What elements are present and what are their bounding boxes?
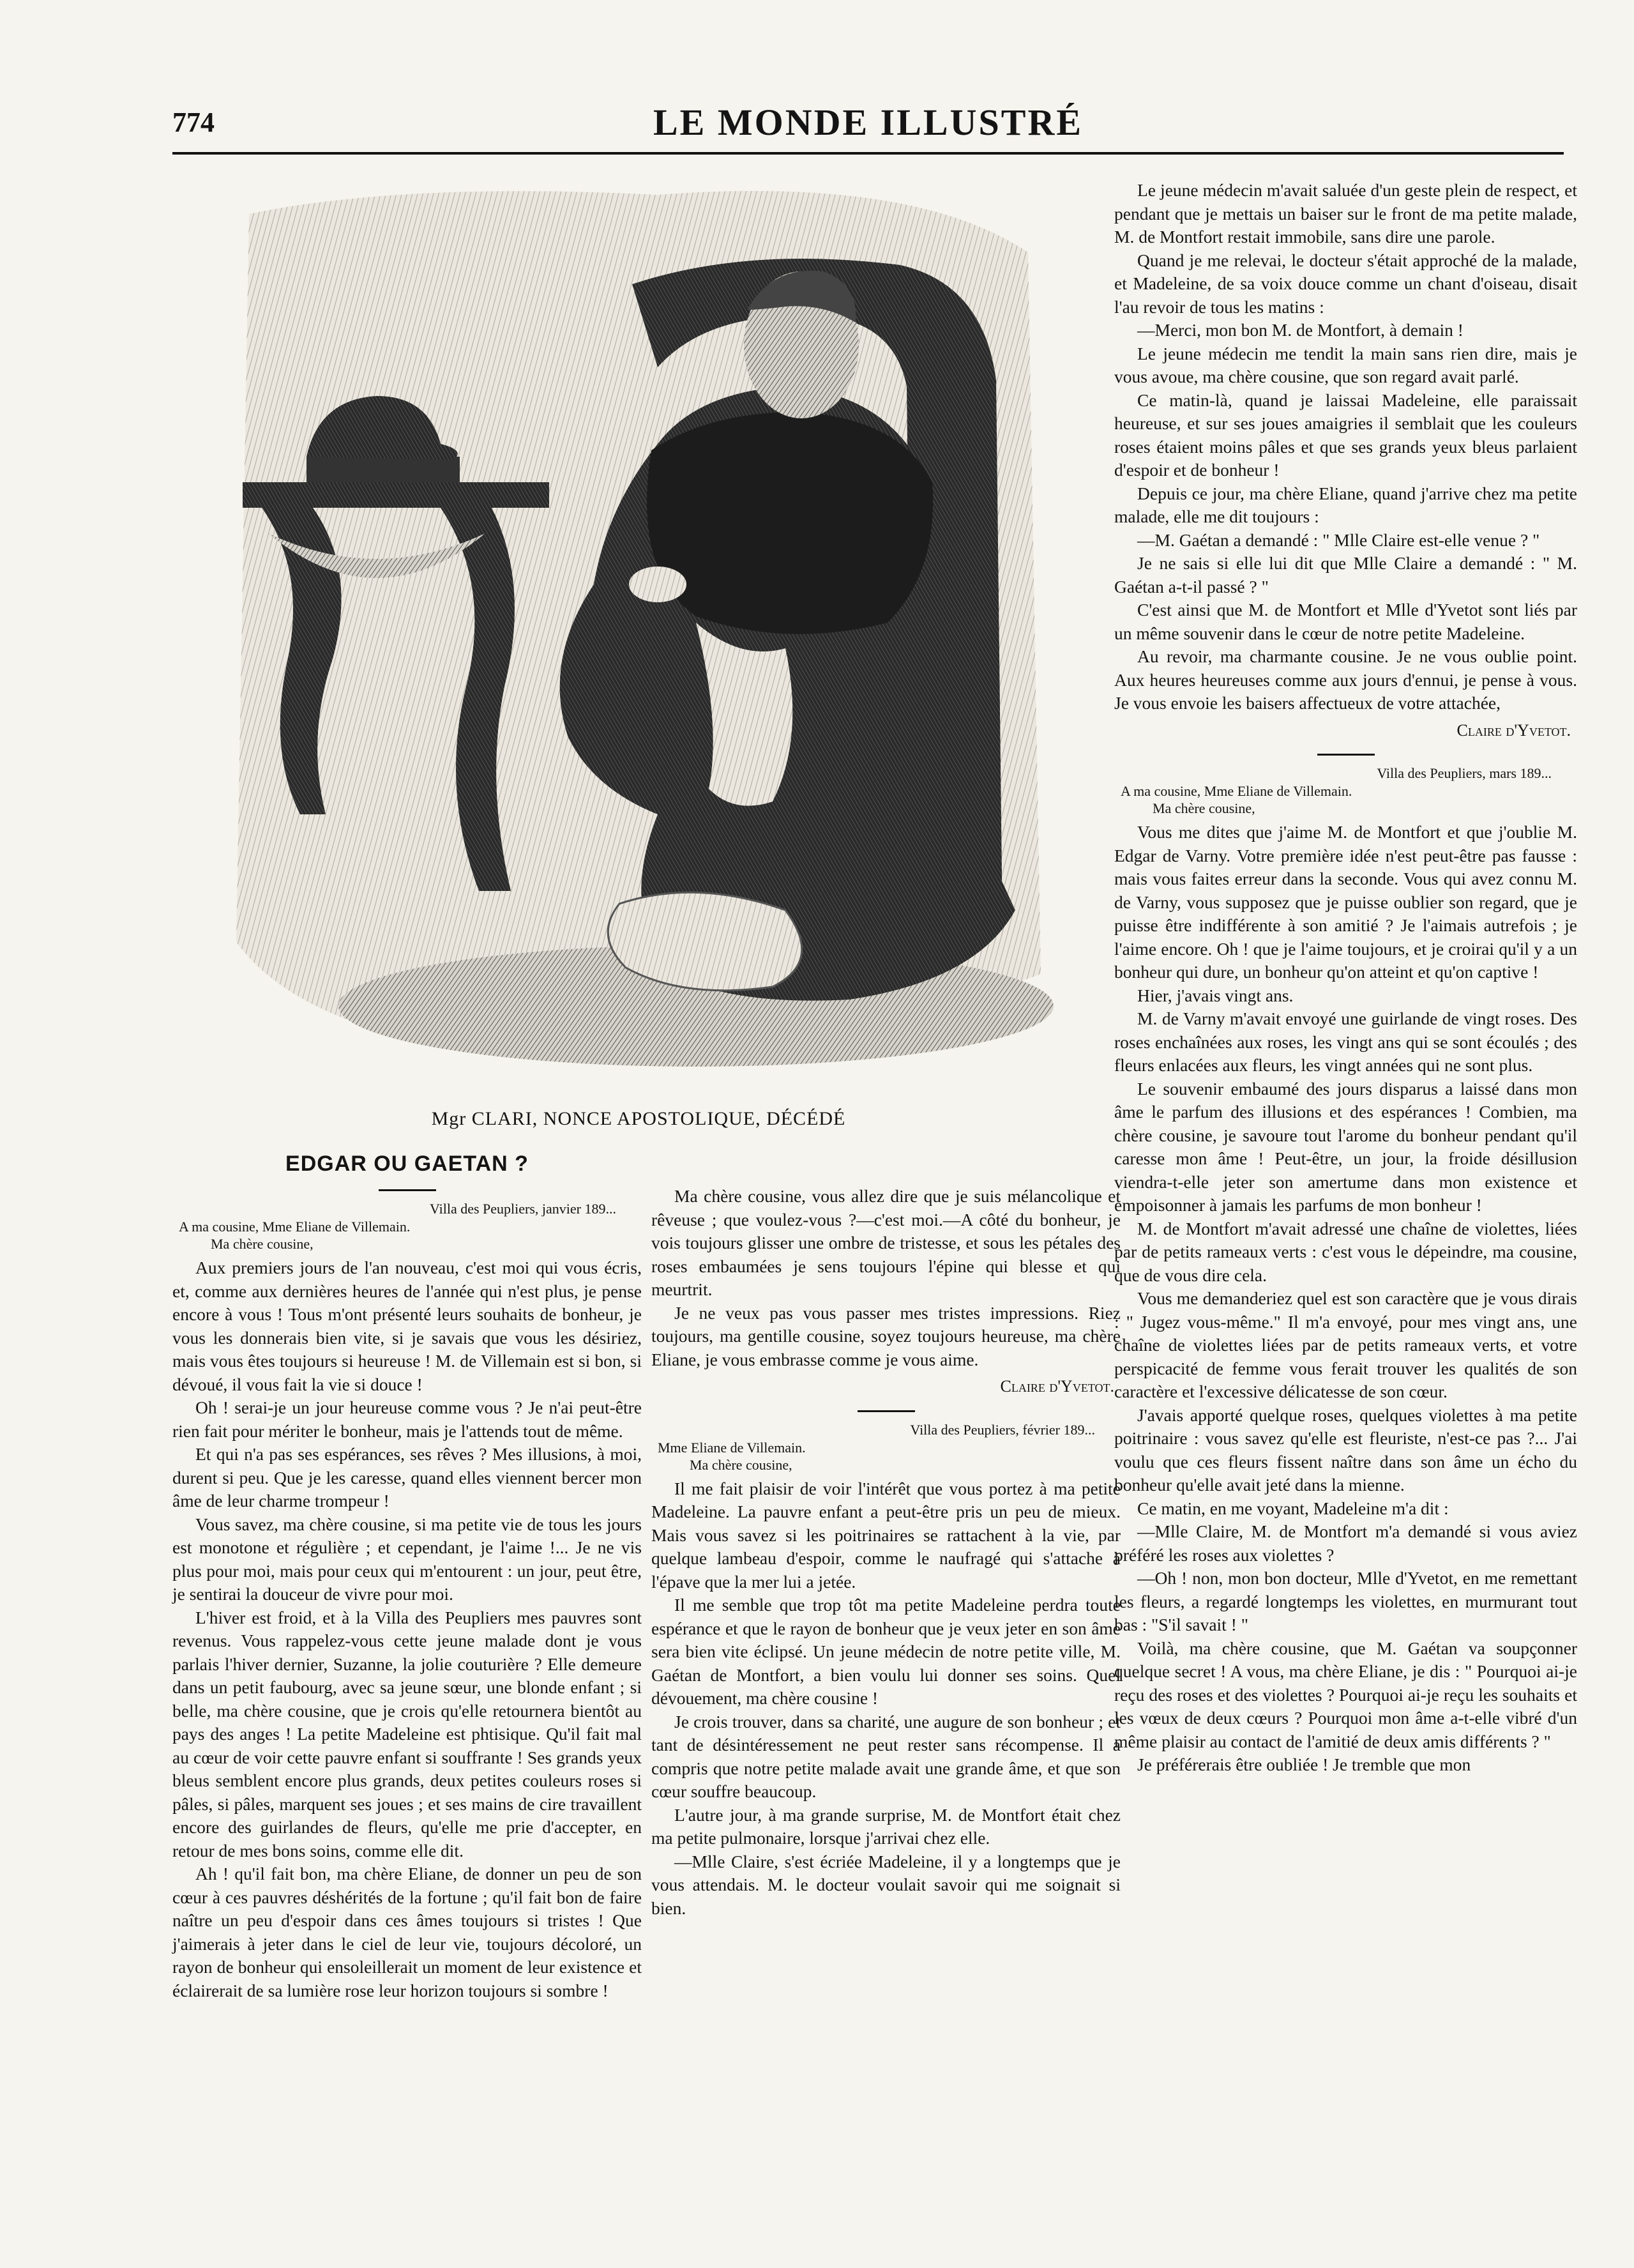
paragraph: —Merci, mon bon M. de Montfort, à demain ! [1137,320,1464,340]
paragraph: Je préférerais être oubliée ! Je tremble que mon [1137,1754,1471,1774]
paragraph: Le jeune médecin m'avait saluée d'un geste plein de respect, et pendant que je mettais un baiser sur le front de ma petite malade, M. de Montfort restait immobile, sans dire une parole. [1114,180,1577,247]
letter-recipient: Mme Eliane de Villemain. [658,1439,806,1456]
paragraph: Vous me demanderiez quel est son caractère que je vous dirais : " Jugez vous-même." Il m'a envoyé, pour mes vingt ans, une chaîne de violettes liées par de petits rameaux verts, et votre perspicacité de femme vous ferait trouver les qualités de son caractère et l'excessive délicatesse de son cœur. [1114,1288,1577,1401]
paragraph: Je ne sais si elle lui dit que Mlle Claire a demandé : " M. Gaétan a-t-il passé ? " [1114,553,1577,597]
page-number: 774 [172,107,215,138]
paragraph: Et qui n'a pas ses espérances, ses rêves ? Mes illusions, à moi, durent si peu. Que je les caresse, quand elles viennent bercer mon âme de leur charme trompeur ! [172,1444,642,1511]
paragraph: Le jeune médecin me tendit la main sans rien dire, mais je vous avoue, ma chère cousine, que son regard avait parlé. [1114,343,1577,386]
letter-dateline: Villa des Peupliers, janvier 189... [430,1201,616,1217]
paragraph: Il me fait plaisir de voir l'intérêt que vous portez à ma petite Madeleine. La pauvre enfant a peut-être pris un peu de mieux. Mais vous savez si les poitrinaires se rattachent à la vie, par quelque lambeau d'espoir, comme le naufragé qui s'attache à l'épave que la mer lui a jetée. [651,1478,1121,1592]
paragraph: Le souvenir embaumé des jours disparus a laissé dans mon âme le parfum des illusions et des espérances ! Combien, ma chère cousine, je savoure tout l'arome du bonheur pendant qu'il caresse mon âme ! Peut-être, un jour, la froide désillusion viendra-t-elle jeter son amertume dans mon existence et empoisonner à jamais les parfums de mon bonheur ! [1114,1078,1577,1215]
paragraph: Aux premiers jours de l'an nouveau, c'est moi qui vous écris, et, comme aux dernières heures de l'année qui n'est plus, je pense encore à vous ! Tous m'ont présenté leurs souhaits de bonheur, je vous les donnerais bien vite, si je savais que vous les désiriez, mais vous êtes toujours si heureuse ! M. de Villemain est si bon, si dévoué, il vous fait la vie si douce ! [172,1258,642,1394]
paragraph: —Mlle Claire, M. de Montfort m'a demandé si vous aviez préféré les roses aux violettes ? [1114,1521,1577,1565]
paragraph: Oh ! serai-je un jour heureuse comme vous ? Je n'ai peut-être rien fait pour mériter le bonheur, mais je l'attends tout de même. [172,1397,642,1441]
table-top [243,482,549,508]
paragraph: C'est ainsi que M. de Montfort et Mlle d'Yvetot sont liés par un même souvenir dans le cœur de notre petite Madeleine. [1114,600,1577,643]
illustration-caption: Mgr CLARI, NONCE APOSTOLIQUE, DÉCÉDÉ [431,1108,846,1129]
letter-dateline: Villa des Peupliers, février 189... [910,1421,1095,1438]
letter-salutation: Ma chère cousine, [690,1456,792,1473]
paragraph: Au revoir, ma charmante cousine. Je ne vous oublie point. Aux heures heureuses comme aux jours d'ennui, je pense à vous. Je vous envoie les baisers affectueux de votre attachée, [1114,646,1577,713]
paragraph: Je ne veux pas vous passer mes tristes impressions. Riez toujours, ma gentille cousine, soyez toujours heureuse, ma chère Eliane, je vous embrasse comme je vous aime. [651,1302,1121,1369]
paragraph: Je crois trouver, dans sa charité, une augure de son bonheur ; et tant de désintéressement ne peut rester sans récompense. Il a compris que notre petite malade avait une grande âme, et que son cœur souffre beaucoup. [651,1711,1121,1801]
separator-rule [379,1189,436,1191]
paragraph: L'autre jour, à ma grande surprise, M. de Montfort était chez ma petite pulmonaire, lorsque j'arrivai chez elle. [651,1804,1121,1848]
book [306,457,460,482]
paragraph: Il me semble que trop tôt ma petite Madeleine perdra toute espérance et que le rayon de bonheur que je veux jeter en son âme sera bien vite éclipsé. Un jeune médecin de notre petite ville, M. Gaétan de Montfort, a bien voulu lui donner ses soins. Quel dévouement, ma chère cousine ! [651,1595,1121,1708]
column-1 [172,1150,642,2235]
letter-salutation: Ma chère cousine, [211,1236,314,1252]
paragraph: —Mlle Claire, s'est écriée Madeleine, il y a longtemps que je vous attendais. M. le docteur voulait savoir qui me soignait si bien. [651,1851,1121,1918]
paragraph: —Oh ! non, mon bon docteur, Mlle d'Yvetot, en me remettant les fleurs, a regardé longtemps les violettes, en murmurant tout bas : "S'il savait ! " [1114,1568,1577,1634]
masthead-title: LE MONDE ILLUSTRÉ [653,102,1084,143]
paragraph: Vous me dites que j'aime M. de Montfort et que j'oublie M. Edgar de Varny. Votre première idée n'est peut-être pas fausse : mais vous faites erreur dans la seconde. Vous qui avez connu M. de Varny, vous supposez que je puisse oublier son regard, que je puisse être indifférente à son amitié ? Je l'aimais autrefois ; je l'aime encore. Oh ! que je l'aime toujours, et je croirai qu'il y a un bonheur qui dure, un bonheur qu'on atteint et qu'on captive ! [1114,822,1577,982]
article-title: EDGAR OU GAETAN ? [285,1152,529,1176]
separator-rule [858,1410,915,1412]
paragraph: Ah ! qu'il fait bon, ma chère Eliane, de donner un peu de son cœur à ces pauvres déshérités de la fortune ; qu'il fait bon de faire naître un peu d'espoir dans ces âmes toujours si tristes ! Que j'aimerais à jeter dans le ciel de leur vie, toujours décoloré, un rayon de bonheur qui ensoleillerait un moment de leur existence et éclairerait de sa lumière rose leur horizon toujours si sombre ! [172,1864,642,2000]
letter-recipient: A ma cousine, Mme Eliane de Villemain. [179,1219,411,1235]
separator-rule [1317,754,1375,756]
paragraph: Voilà, ma chère cousine, que M. Gaétan va soupçonner quelque secret ! A vous, ma chère Eliane, je dis : " Pourquoi ai-je reçu des roses et des violettes ? Pourquoi ai-je reçu les souhaits et les vœux de deux cœurs ? Pourquoi mon âme a-t-elle vibré d'un même plaisir au contact de l'amitié de deux amis différents ? " [1114,1638,1577,1751]
letter-recipient: A ma cousine, Mme Eliane de Villemain. [1121,783,1352,799]
column-2 [651,1185,1121,2232]
paragraph: L'hiver est froid, et à la Villa des Peupliers mes pauvres sont revenus. Vous rappelez-vous cette jeune malade dont je vous parlais l'hiver dernier, Suzanne, la jolie couturière ? Elle demeure dans un petit faubourg, avec sa jeune sœur, une blonde enfant ; si belle, ma chère cousine, que je crois qu'elle retournera bientôt au pays des anges ! La petite Madeleine est phtisique. Qu'il fait mal au cœur de voir cette pauvre enfant si souffrante ! Ses grands yeux bleus semblent encore plus grands, deux petites couleurs roses si pâles, si pâles, marquent ses joues ; et ses mains de cire travaillent encore des guirlandes de fleurs, qu'elle me prie d'accepter, en retour de mes bons soins, comme elle dit. [172,1607,642,1861]
paragraph: M. de Montfort m'avait adressé une chaîne de violettes, liées par de petits rameaux verts : c'est vous le dépeindre, ma cousine, que de vous dire cela. [1114,1218,1577,1285]
letter-signature: Claire d'Yvetot. [1456,720,1571,740]
cape [647,412,933,634]
paragraph: Quand je me relevai, le docteur s'était approché de la malade, et Madeleine, de sa voix douce comme un chant d'oiseau, disait l'au revoir de tous les matins : [1114,250,1577,317]
paragraph: —M. Gaétan a demandé : " Mlle Claire est-elle venue ? " [1137,529,1540,550]
paragraph: Depuis ce jour, ma chère Eliane, quand j'arrive chez ma petite malade, elle me dit toujours : [1114,483,1577,526]
page-header [172,101,1564,146]
left-hand [629,567,686,602]
letter-salutation: Ma chère cousine, [1153,800,1255,816]
paragraph: J'avais apporté quelque roses, quelques violettes à ma petite poitrinaire : vous savez qu'elle est fleuriste, n'est-ce pas ?... J'ai voulu que ces fleurs fissent naître dans son âme un écho du bonheur qu'elle avait jeté dans la mienne. [1114,1404,1577,1495]
header-rule [172,152,1564,155]
column-3 [1114,179,1577,2229]
paragraph: Vous savez, ma chère cousine, si ma petite vie de tous les jours est monotone et régulière ; et cependant, je l'aime !... Je ne vis plus pour moi, mais pour ceux qui m'entourent : un jour, peut être, je sentirai la douceur de vivre pour moi. [172,1514,642,1604]
letter-dateline: Villa des Peupliers, mars 189... [1377,765,1552,781]
paragraph: Hier, j'avais vingt ans. [1137,985,1294,1005]
letter-signature: Claire d'Yvetot. [1000,1377,1114,1396]
paragraph: Ce matin-là, quand je laissai Madeleine, elle paraissait heureuse, et sur ses joues amaigries il semblait que les couleurs roses étaient moins pâles et que ses grands yeux bleus parlaient d'espoir et de bonheur ! [1114,390,1577,480]
paragraph: Ce matin, en me voyant, Madeleine m'a dit : [1137,1498,1449,1518]
paragraph: M. de Varny m'avait envoyé une guirlande de vingt roses. Des roses enchaînées aux roses, les vingt ans qui se sont écoulés ; des fleurs enlacées aux fleurs, les vingt années qui ne sont plus. [1114,1008,1577,1075]
right-hand [734,683,785,716]
portrait-engraving [211,176,1066,1095]
paragraph: Ma chère cousine, vous allez dire que je suis mélancolique et rêveuse ; que voulez-vous ?—c'est moi.—A côté du bonheur, je vois toujours glisser une ombre de tristesse, et sous les pétales des roses embaumées je sens toujours l'épine qui blesse et qui meurtrit. [651,1186,1121,1299]
